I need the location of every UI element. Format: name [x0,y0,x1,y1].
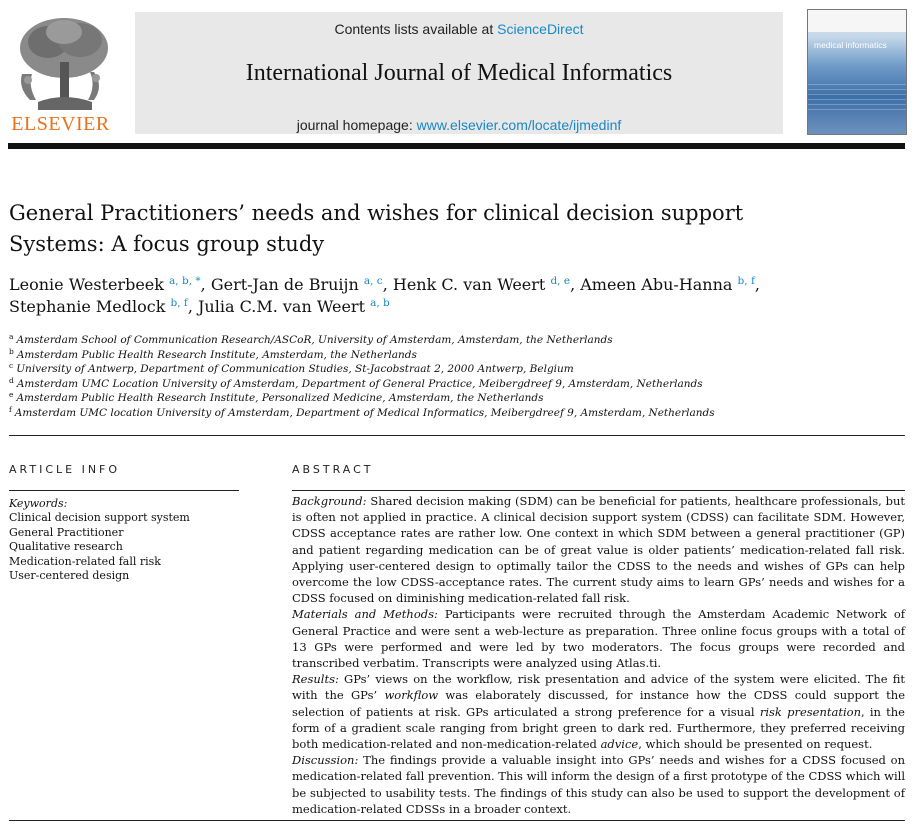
author-name[interactable]: Stephanie Medlock [9,297,166,316]
discussion-label: Discussion: [292,753,359,768]
affiliation-text: Amsterdam UMC location University of Amsterdam, Department of Medical Informatics, Meibergdreef 9, Amsterdam, Netherlands [14,406,715,419]
journal-banner [135,12,783,134]
keyword-list [9,511,190,584]
author-line-1 [9,274,909,296]
sciencedirect-link[interactable]: ScienceDirect [497,21,584,37]
affiliation-list [9,333,909,421]
title-line-1: General Practitioners’ needs and wishes for clinical decision support [9,201,744,225]
abstract-divider [292,490,905,491]
affiliation-key: a [9,332,14,341]
affiliation-item [9,362,909,377]
abstract-discussion [292,752,905,817]
abstract-methods [292,606,905,671]
contents-prefix: Contents lists available at [334,21,494,37]
keyword-item[interactable]: Qualitative research [9,540,123,554]
author-name[interactable]: Gert-Jan de Bruijn [210,275,359,294]
keyword-item[interactable]: Clinical decision support system [9,511,190,524]
author-separator: , [570,275,581,294]
journal-title: International Journal of Medical Informatics [245,60,673,86]
discussion-text: The findings provide a valuable insight into GPs’ needs and wishes for a CDSS focused on medication-related fall prevention. This will inform the design of a first prototype of the CDSS which will be subjected to usability tests. The findings of this study can also be used to support the development of medication-related CDSSs in a broader context. [292,753,906,816]
author-separator: , [754,275,760,294]
abstract-body [292,493,905,817]
author-affiliation-marks[interactable]: d, e [550,275,571,287]
article-title [9,198,909,260]
author-affiliation-marks[interactable]: b, f [737,275,755,287]
author-name[interactable]: Henk C. van Weert [392,275,546,294]
author-separator: , [187,297,198,316]
affiliation-key: f [9,404,12,414]
affiliation-text: Amsterdam UMC Location University of Amsterdam, Department of General Practice, Meibergdreef 9, Amsterdam, Netherlands [16,377,703,390]
affiliation-item [9,377,909,392]
results-emphasis: workflow [384,688,439,703]
cover-decoration [808,80,906,110]
affiliation-text: University of Antwerp, Department of Communication Studies, St-Jacobstraat 2, 2000 Antwerp, Belgium [16,363,574,376]
methods-label: Materials and Methods: [292,607,438,622]
results-text: , in the form of a gradient scale ranging from bright green to dark red. Furthermore, they preferred receiving both medication-related and non-medication-related [292,704,905,752]
affiliation-text: Amsterdam School of Communication Research/ASCoR, University of Amsterdam, Amsterdam, the Netherlands [16,334,613,346]
background-label: Background: [292,494,367,508]
background-text: Shared decision making (SDM) can be beneficial for patients, healthcare professionals, but is often not applied in practice. A clinical decision support system (CDSS) can facilitate SDM. However, CDSS acceptance rates are rather low. One context in which SDM between a general practitioner (GP) and patient regarding medication can be of great value is older patients’ medication-related fall risk. Applying user-centered design to optimally tailor the CDSS to the needs and wishes of GPs can help overcome the low CDSS-acceptance rates. The current study aims to learn GPs’ needs and wishes for a CDSS focused on diminishing medication-related fall risk. [292,494,905,606]
keywords-label: Keywords: [9,497,68,510]
elsevier-tree-icon [8,14,113,112]
author-name[interactable]: Leonie Westerbeek [9,275,164,294]
author-list [9,274,909,318]
journal-header [0,0,919,150]
author-affiliation-marks[interactable]: a, b, * [169,275,201,287]
affiliation-key: b [9,346,14,356]
affiliations-divider [9,435,905,436]
results-emphasis: advice [600,737,639,752]
results-text: , which should be presented on request. [638,737,873,752]
author-affiliation-marks[interactable]: a, b [370,297,390,309]
homepage-prefix: journal homepage: [296,117,413,133]
elsevier-logo[interactable] [8,14,113,136]
affiliation-key: d [9,375,14,385]
article-info-divider [9,490,239,491]
results-emphasis: risk presentation [759,704,861,719]
title-line-2: Systems: A focus group study [9,232,325,256]
contents-line [135,21,783,37]
article-info-heading: ARTICLE INFO [9,463,121,476]
affiliation-key: e [9,390,14,400]
affiliation-text: Amsterdam Public Health Research Institute, Amsterdam, the Netherlands [16,348,417,361]
affiliation-item [9,348,909,363]
affiliation-item [9,406,909,421]
affiliation-key: c [9,361,14,371]
author-line-2 [9,296,909,318]
results-label: Results: [292,672,339,687]
author-affiliation-marks[interactable]: a, c [363,275,383,287]
affiliation-item [9,333,909,348]
journal-cover-thumbnail[interactable] [807,9,907,135]
keyword-item[interactable]: General Practitioner [9,525,124,539]
keyword-item[interactable]: Medication-related fall risk [9,554,161,568]
affiliation-text: Amsterdam Public Health Research Institute, Personalized Medicine, Amsterdam, the Netherlands [16,392,544,405]
header-divider [8,143,905,149]
author-separator: , [382,275,393,294]
abstract-results [292,671,905,752]
bottom-divider [9,820,905,821]
author-name[interactable]: Julia C.M. van Weert [197,297,365,316]
author-name[interactable]: Ameen Abu-Hanna [580,275,733,294]
keyword-item[interactable]: User-centered design [9,569,130,583]
author-separator: , [200,275,211,294]
homepage-link[interactable]: www.elsevier.com/locate/ijmedinf [416,117,622,133]
affiliation-item [9,391,909,406]
cover-header-strip [808,10,906,32]
homepage-line [135,117,783,133]
author-affiliation-marks[interactable]: b, f [170,297,188,309]
cover-title: medical informatics [814,40,887,50]
methods-text: Participants were recruited through the Amsterdam Academic Network of General Practice and were sent a web-lecture as preparation. Three online focus groups with a total of 13 GPs were performed and were led by two moderators. The focus groups were recorded and transcribed verbatim. Transcripts were analyzed using Atlas.ti. [292,607,906,671]
abstract-background [292,493,905,606]
results-text: GPs’ views on the workflow, risk presentation and advice of the system were elicited. The fit with the GPs’ [292,672,906,703]
publisher-name: ELSEVIER [11,113,110,135]
abstract-heading: ABSTRACT [292,463,374,476]
results-text: was elaborately discussed, for instance how the CDSS could support the selection of patients at risk. GPs articulated a strong preference for a visual [292,688,905,719]
